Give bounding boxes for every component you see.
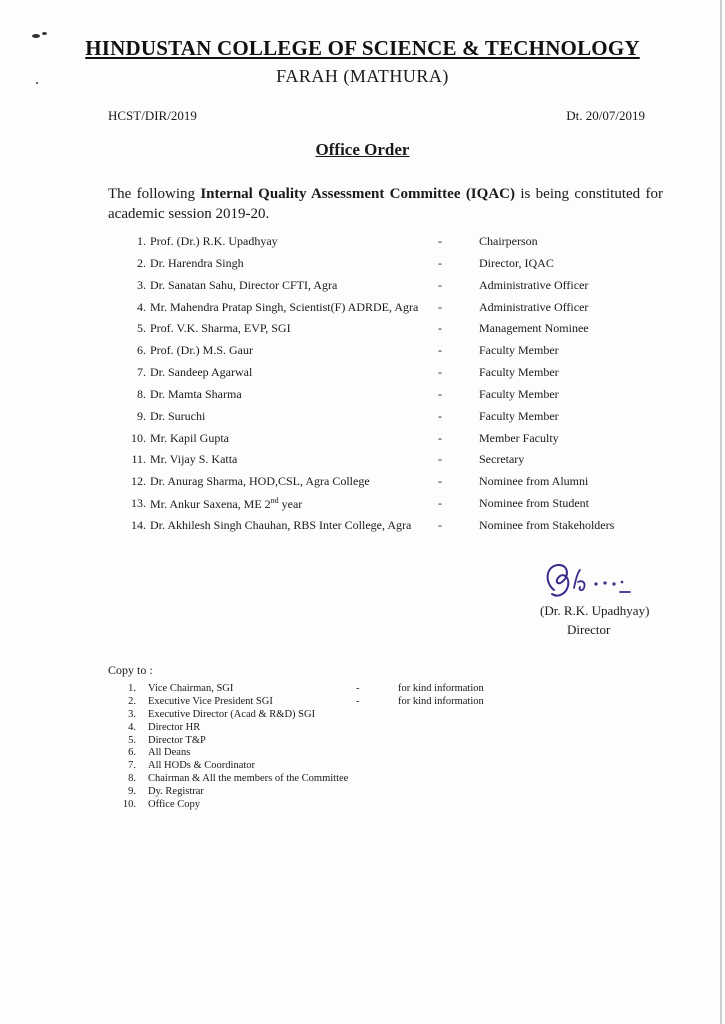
member-name: Dr. Anurag Sharma, HOD,CSL, Agra College — [150, 474, 370, 489]
member-separator: - — [438, 365, 442, 380]
signature-mark — [540, 560, 640, 602]
member-role: Director, IQAC — [479, 255, 554, 270]
signatory-name: (Dr. R.K. Upadhyay) — [540, 603, 650, 618]
member-number: 6. — [137, 343, 146, 358]
copy-item-number: 3. — [128, 708, 136, 720]
member-separator: - — [438, 343, 442, 358]
intro-paragraph — [108, 184, 663, 224]
member-role: Nominee from Stakeholders — [479, 517, 615, 532]
member-name: Mr. Mahendra Pratap Singh, Scientist(F) ADRDE, Agra — [150, 299, 419, 314]
document-title: Office Order — [315, 140, 410, 159]
member-role: Faculty Member — [479, 386, 559, 401]
intro-text: The following — [108, 186, 201, 202]
college-name: HINDUSTAN COLLEGE OF SCIENCE & TECHNOLOGY — [85, 36, 640, 60]
member-role: Administrative Officer — [479, 299, 589, 314]
copy-item-number: 7. — [128, 760, 136, 772]
copy-item-recipient: Executive Vice President SGI — [148, 695, 273, 707]
member-role: Faculty Member — [479, 343, 559, 358]
committee-member-row — [126, 409, 646, 431]
member-number: 7. — [137, 365, 146, 380]
member-role: Faculty Member — [479, 408, 559, 423]
copy-to-item — [118, 722, 538, 735]
scan-speck — [42, 32, 47, 35]
committee-member-list — [126, 234, 646, 540]
copy-to-label: Copy to : — [108, 663, 153, 677]
member-role: Chairperson — [479, 234, 538, 248]
member-number: 5. — [137, 321, 146, 336]
committee-member-row — [126, 518, 646, 540]
copy-item-recipient: Vice Chairman, SGI — [148, 683, 234, 694]
copy-to-item — [118, 735, 538, 748]
intro-text: is being constituted for academic session 2019-20. — [108, 186, 663, 222]
committee-member-row — [126, 365, 646, 387]
member-name: Dr. Akhilesh Singh Chauhan, RBS Inter College, Agra — [150, 517, 412, 532]
copy-item-note: for kind information — [398, 695, 484, 707]
member-role: Secretary — [479, 452, 525, 467]
member-name: Dr. Sandeep Agarwal — [150, 365, 253, 380]
copy-item-number: 6. — [128, 747, 136, 759]
copy-item-separator: - — [356, 695, 360, 707]
reference-number: HCST/DIR/2019 — [108, 108, 197, 123]
member-name: Prof. V.K. Sharma, EVP, SGI — [150, 321, 291, 336]
copy-to-item — [118, 760, 538, 773]
member-role: Nominee from Alumni — [479, 474, 589, 489]
committee-member-row — [126, 321, 646, 343]
committee-member-row — [126, 278, 646, 300]
committee-member-row — [126, 234, 646, 256]
member-separator: - — [438, 452, 442, 467]
committee-member-row — [126, 431, 646, 453]
member-separator: - — [438, 517, 442, 532]
member-number: 11. — [131, 452, 146, 467]
member-number: 9. — [137, 408, 146, 423]
member-number: 4. — [137, 299, 146, 314]
copy-to-item — [118, 683, 538, 696]
member-name: Mr. Vijay S. Katta — [150, 452, 238, 467]
college-location: FARAH (MATHURA) — [276, 66, 449, 86]
committee-member-row — [126, 452, 646, 474]
copy-to-item — [118, 786, 538, 799]
copy-item-recipient: Executive Director (Acad & R&D) SGI — [148, 708, 316, 720]
order-date: Dt. 20/07/2019 — [566, 108, 645, 123]
member-number: 14. — [131, 517, 146, 532]
copy-item-separator: - — [356, 683, 360, 694]
committee-member-row — [126, 474, 646, 496]
member-role: Member Faculty — [479, 430, 559, 445]
member-number: 1. — [137, 234, 146, 248]
copy-item-number: 2. — [128, 695, 136, 707]
member-role: Management Nominee — [479, 321, 589, 336]
member-name: Dr. Suruchi — [150, 408, 206, 423]
member-separator: - — [438, 496, 442, 511]
copy-item-recipient: Director HR — [148, 721, 201, 733]
member-separator: - — [438, 474, 442, 489]
member-separator: - — [438, 277, 442, 292]
committee-member-row — [126, 256, 646, 278]
copy-item-number: 5. — [128, 734, 136, 746]
copy-to-item — [118, 747, 538, 760]
member-separator: - — [438, 430, 442, 445]
member-name: Dr. Mamta Sharma — [150, 386, 242, 401]
copy-item-number: 8. — [128, 773, 136, 785]
member-role: Nominee from Student — [479, 496, 589, 511]
copy-item-recipient: Office Copy — [148, 799, 201, 811]
signatory-title: Director — [567, 622, 611, 637]
member-separator: - — [438, 408, 442, 423]
member-number: 10. — [131, 430, 146, 445]
committee-member-row — [126, 300, 646, 322]
committee-member-row — [126, 496, 646, 518]
committee-member-row — [126, 343, 646, 365]
member-number: 2. — [137, 255, 146, 270]
copy-item-number: 9. — [128, 786, 136, 798]
member-name: Prof. (Dr.) M.S. Gaur — [150, 343, 253, 358]
copy-to-item — [118, 773, 538, 786]
member-number: 13. — [131, 496, 146, 511]
copy-to-item — [118, 709, 538, 722]
member-number: 8. — [137, 386, 146, 401]
member-separator: - — [438, 255, 442, 270]
copy-item-recipient: All HODs & Coordinator — [148, 760, 256, 772]
copy-item-note: for kind information — [398, 683, 484, 694]
copy-to-list — [118, 683, 538, 812]
committee-member-row — [126, 387, 646, 409]
member-number: 3. — [137, 277, 146, 292]
copy-to-item — [118, 799, 538, 812]
copy-item-number: 4. — [128, 721, 136, 733]
copy-item-number: 1. — [128, 683, 136, 694]
member-name: Dr. Harendra Singh — [150, 255, 244, 270]
member-role: Faculty Member — [479, 365, 559, 380]
copy-item-recipient: Dy. Registrar — [148, 786, 204, 798]
copy-item-recipient: Director T&P — [148, 734, 206, 746]
member-name: Mr. Kapil Gupta — [150, 430, 229, 445]
member-separator: - — [438, 299, 442, 314]
copy-to-item — [118, 696, 538, 709]
copy-item-number: 10. — [122, 799, 136, 811]
committee-name: Internal Quality Assessment Committee (IQAC) — [200, 186, 515, 202]
copy-item-recipient: All Deans — [148, 747, 191, 759]
member-number: 12. — [131, 474, 146, 489]
member-name: Prof. (Dr.) R.K. Upadhyay — [150, 234, 278, 248]
member-separator: - — [438, 234, 442, 248]
member-separator: - — [438, 386, 442, 401]
member-role: Administrative Officer — [479, 277, 589, 292]
copy-item-recipient: Chairman & All the members of the Committee — [148, 773, 349, 785]
member-name: Mr. Ankur Saxena, ME 2nd year — [150, 496, 303, 512]
member-name: Dr. Sanatan Sahu, Director CFTI, Agra — [150, 277, 338, 292]
member-separator: - — [438, 321, 442, 336]
